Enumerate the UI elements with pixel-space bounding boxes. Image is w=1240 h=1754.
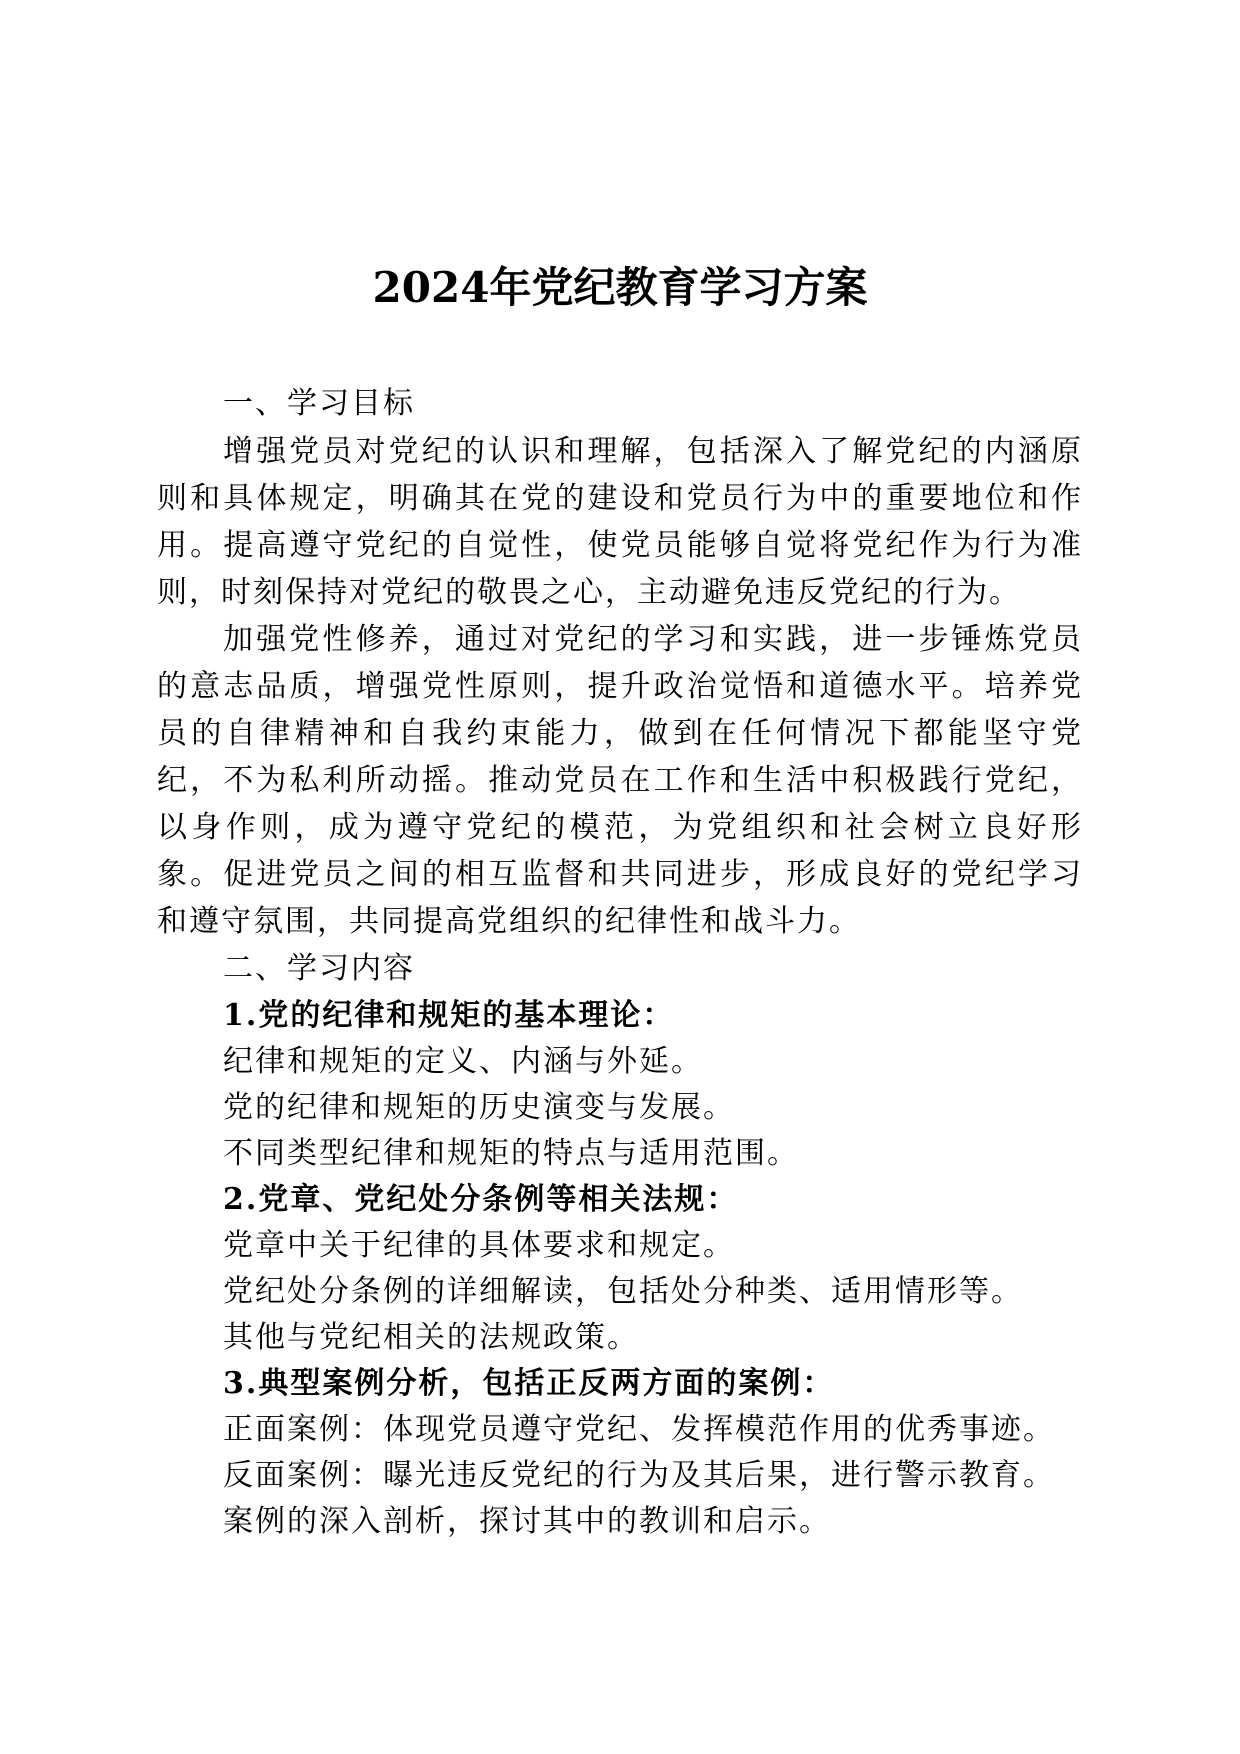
list-item: 党纪处分条例的详细解读，包括处分种类、适用情形等。 [223,1274,1023,1309]
list-item: 其他与党纪相关的法规政策。 [223,1320,639,1355]
list-item: 纪律和规矩的定义、内涵与外延。 [223,1044,703,1079]
list-item: 党章中关于纪律的具体要求和规定。 [223,1228,735,1263]
list-item: 党的纪律和规矩的历史演变与发展。 [223,1090,735,1125]
subsection-heading: 2.党章、党纪处分条例等相关法规： [223,1182,739,1217]
paragraph: 加强党性修养，通过对党纪的学习和实践，进一步锤炼党员的意志品质，增强党性原则，提升政治觉悟和道德水平。培养党员的自律精神和自我约束能力，做到在任何情况下都能坚守党纪，不为私利所动摇。推动党员在工作和生活中积极践行党纪，以身作则，成为遵守党纪的模范，为党组织和社会树立良好形象。促进党员之间的相互监督和共同进步，形成良好的党纪学习和遵守氛围，共同提高党组织的纪律性和战斗力。 [157,622,1083,939]
list-item: 不同类型纪律和规矩的特点与适用范围。 [223,1136,799,1171]
list-item: 案例的深入剖析，探讨其中的教训和启示。 [223,1504,831,1539]
list-item: 正面案例：体现党员遵守党纪、发挥模范作用的优秀事迹。 [223,1412,1055,1447]
paragraph: 增强党员对党纪的认识和理解，包括深入了解党纪的内涵原则和具体规定，明确其在党的建设和党员行为中的重要地位和作用。提高遵守党纪的自觉性，使党员能够自觉将党纪作为行为准则，时刻保持对党纪的敬畏之心，主动避免违反党纪的行为。 [157,434,1083,610]
document-body [157,380,1083,1545]
list-item: 反面案例：曝光违反党纪的行为及其后果，进行警示教育。 [223,1458,1055,1493]
document-title: 2024年党纪教育学习方案 [372,263,868,312]
section-heading-goals: 一、学习目标 [223,386,415,421]
subsection-heading: 1.党的纪律和规矩的基本理论： [223,998,675,1033]
section-heading-content: 二、学习内容 [223,951,415,986]
subsection-heading: 3.典型案例分析，包括正反两方面的案例： [223,1366,835,1401]
